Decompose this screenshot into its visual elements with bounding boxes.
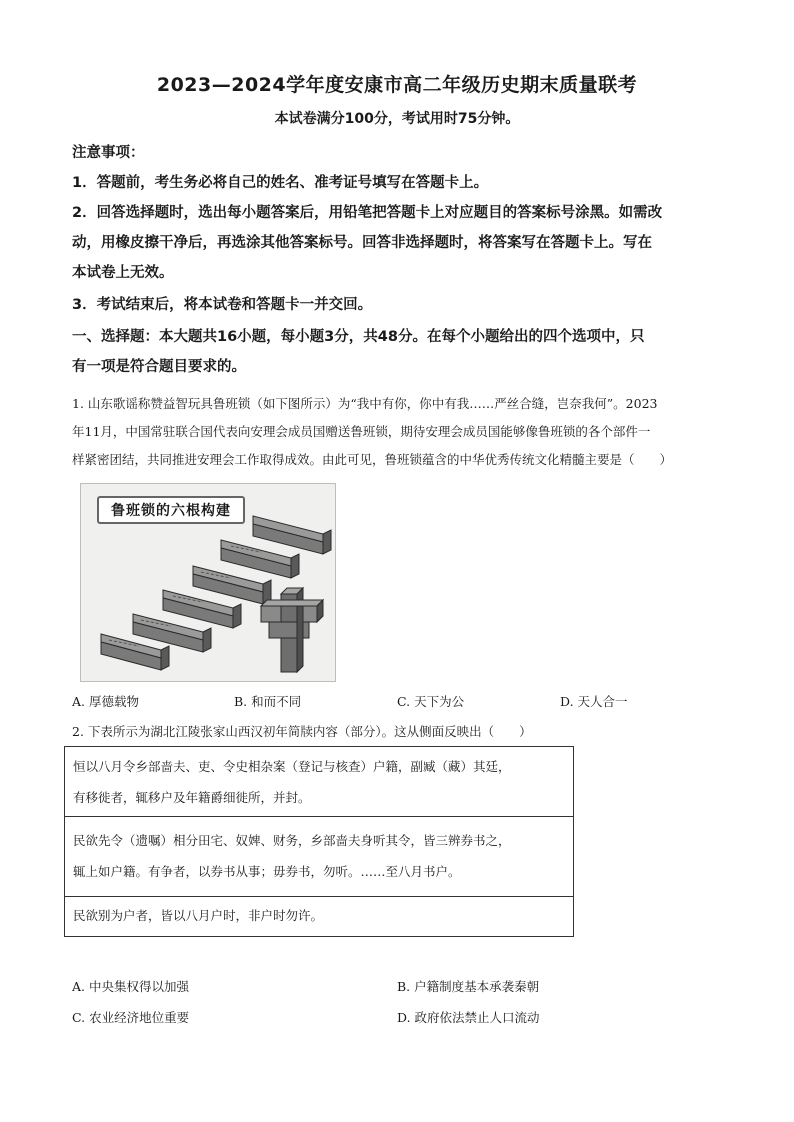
section-heading-line-2: 有一项是符合题目要求的。 — [72, 359, 246, 375]
notice-item-2-line-1: 2．回答选择题时，选出每小题答案后，用铅笔把答题卡上对应题目的答案标号涂黑。如需改 — [72, 205, 663, 221]
notice-item-3: 3．考试结束后，将本试卷和答题卡一并交回。 — [72, 297, 373, 313]
question-1-option-d: D. 天人合一 — [560, 694, 628, 709]
table-row — [65, 897, 573, 937]
notice-heading: 注意事项： — [72, 145, 145, 161]
figure-label: 鲁班锁的六根构建 — [97, 496, 245, 524]
question-1-line-1: 1. 山东歌谣称赞益智玩具鲁班锁（如下图所示）为“我中有你，你中有我……严丝合缝，岂奈我何”。2023 — [72, 396, 658, 411]
table-cell-text: 辄上如户籍。有争者，以券书从事；毋券书，勿听。……至八月书户。 — [73, 864, 461, 879]
question-1-option-c: C. 天下为公 — [397, 694, 465, 709]
question-2-option-d: D. 政府依法禁止人口流动 — [397, 1010, 540, 1025]
table-cell-text: 恒以八月令乡部啬夫、吏、令史相杂案（登记与核查）户籍，副臧（藏）其廷， — [73, 759, 511, 774]
question-2-option-a: A. 中央集权得以加强 — [72, 979, 189, 994]
question-1-line-3: 样紧密团结，共同推进安理会工作取得成效。由此可见，鲁班锁蕴含的中华优秀传统文化精髓主要是（ ） — [72, 452, 673, 467]
document-table — [64, 746, 574, 937]
exam-title: 2023—2024学年度安康市高二年级历史期末质量联考 — [156, 74, 638, 96]
assembled-lock — [261, 588, 323, 672]
luban-lock-illustration — [81, 484, 335, 681]
notice-item-2-line-3: 本试卷上无效。 — [72, 265, 174, 281]
lock-piece-1 — [253, 516, 331, 554]
notice-item-2-line-2: 动，用橡皮擦干净后，再选涂其他答案标号。回答非选择题时，将答案写在答题卡上。写在 — [72, 235, 652, 251]
question-2-option-b: B. 户籍制度基本承袭秦朝 — [397, 979, 540, 994]
question-1-line-2: 年11月，中国常驻联合国代表向安理会成员国赠送鲁班锁，期待安理会成员国能够像鲁班锁的各个部件一 — [72, 424, 651, 439]
lock-piece-3 — [193, 566, 271, 604]
section-heading-line-1: 一、选择题：本大题共16小题，每小题3分，共48分。在每个小题给出的四个选项中，只 — [72, 329, 645, 345]
question-1-option-b: B. 和而不同 — [234, 694, 302, 709]
question-1-option-a: A. 厚德载物 — [72, 694, 139, 709]
table-row — [65, 817, 573, 897]
luban-lock-figure — [80, 483, 336, 682]
lock-piece-2 — [221, 540, 299, 578]
table-cell-text: 有移徙者，辄移户及年籍爵细徙所，并封。 — [73, 790, 311, 805]
question-2-stem: 2. 下表所示为湖北江陵张家山西汉初年简牍内容（部分）。这从侧面反映出（ ） — [72, 724, 532, 739]
notice-item-1: 1．答题前，考生务必将自己的姓名、准考证号填写在答题卡上。 — [72, 175, 489, 191]
question-2-option-c: C. 农业经济地位重要 — [72, 1010, 190, 1025]
table-cell-text: 民欲别为户者，皆以八月户时，非户时勿许。 — [73, 908, 324, 923]
exam-subtitle: 本试卷满分100分，考试用时75分钟。 — [274, 111, 520, 127]
table-cell-text: 民欲先令（遗嘱）相分田宅、奴婢、财务，乡部啬夫身听其令，皆三辨券书之， — [73, 833, 511, 848]
table-row — [65, 751, 573, 817]
